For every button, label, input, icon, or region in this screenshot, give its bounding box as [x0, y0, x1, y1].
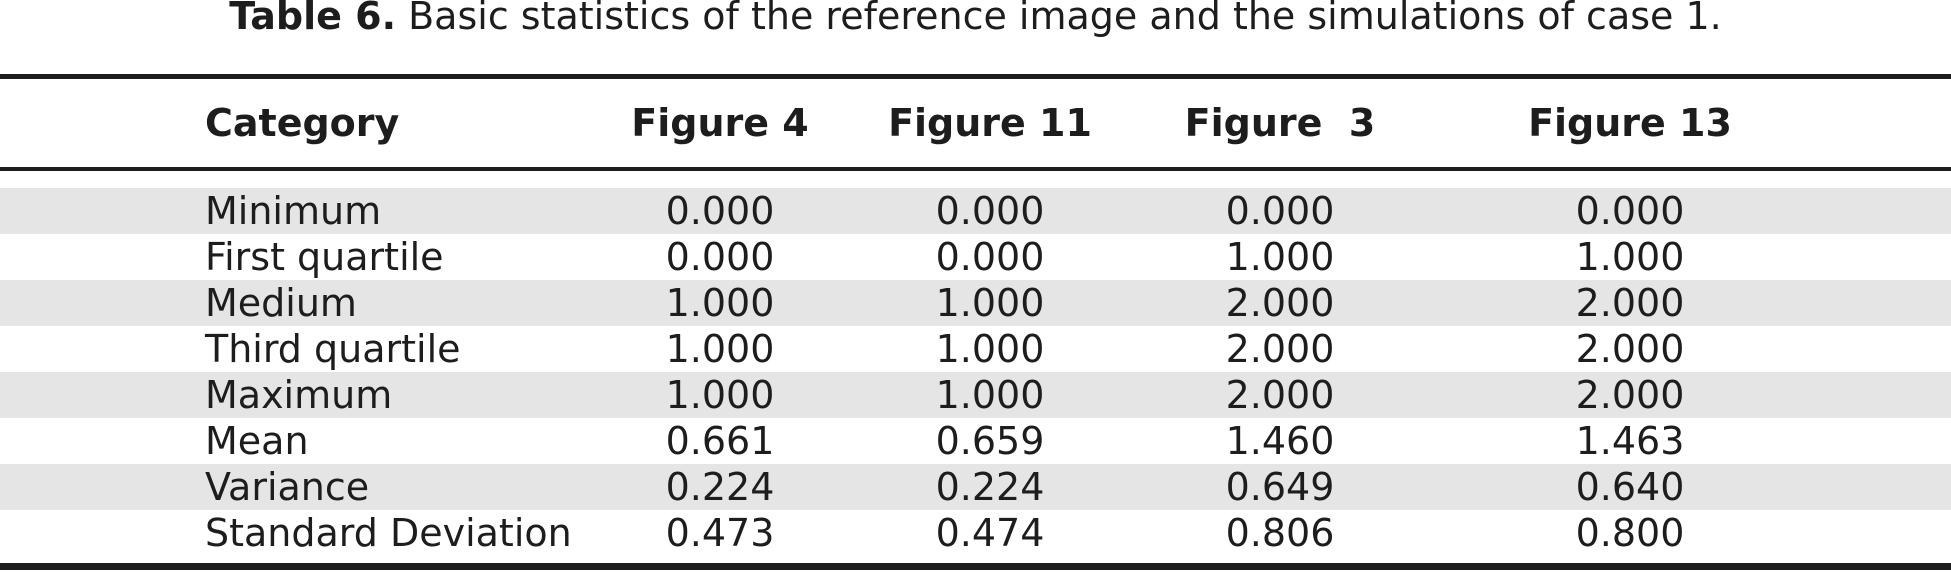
table-caption-number: Table 6.: [229, 0, 397, 38]
table-row-maximum: [0, 372, 1951, 418]
row-label: Third quartile: [205, 327, 461, 371]
cell-value: 1.000: [665, 281, 775, 325]
cell-value: 0.000: [1225, 189, 1335, 233]
row-label: Variance: [205, 465, 370, 509]
cell-value: 0.661: [665, 419, 775, 463]
cell-value: 1.000: [935, 373, 1045, 417]
cell-value: 0.473: [665, 511, 775, 555]
cell-value: 1.463: [1575, 419, 1685, 463]
table-body: [0, 188, 1951, 556]
column-header-figure-4: Figure 4: [631, 101, 809, 145]
table-row-mean: [0, 418, 1951, 464]
row-label: Mean: [205, 419, 309, 463]
table-caption-text: Basic statistics of the reference image and the simulations of case 1.: [396, 0, 1722, 38]
cell-value: 2.000: [1575, 373, 1685, 417]
column-header-figure-3: Figure 3: [1184, 101, 1376, 145]
cell-value: 2.000: [1225, 373, 1335, 417]
cell-value: 0.649: [1225, 465, 1335, 509]
table-row-third-quartile: [0, 326, 1951, 372]
cell-value: 0.000: [935, 189, 1045, 233]
cell-value: 2.000: [1575, 281, 1685, 325]
cell-value: 0.800: [1575, 511, 1685, 555]
cell-value: 1.460: [1225, 419, 1335, 463]
cell-value: 0.224: [665, 465, 775, 509]
cell-value: 0.224: [935, 465, 1045, 509]
row-label: Minimum: [205, 189, 382, 233]
table-row-standard-deviation: [0, 510, 1951, 556]
row-label: Standard Deviation: [205, 511, 572, 555]
row-label: Maximum: [205, 373, 393, 417]
column-header-figure-11: Figure 11: [888, 101, 1092, 145]
cell-value: 0.640: [1575, 465, 1685, 509]
header-rule: [0, 167, 1951, 171]
cell-value: 1.000: [665, 373, 775, 417]
cell-value: 0.659: [935, 419, 1045, 463]
row-label: First quartile: [205, 235, 444, 279]
cell-value: 2.000: [1225, 327, 1335, 371]
row-label: Medium: [205, 281, 357, 325]
cell-value: 2.000: [1225, 281, 1335, 325]
cell-value: 1.000: [935, 281, 1045, 325]
cell-value: 1.000: [935, 327, 1045, 371]
column-header-category: Category: [205, 101, 400, 145]
cell-value: 0.000: [935, 235, 1045, 279]
table-header-row: [0, 79, 1951, 167]
cell-value: 1.000: [665, 327, 775, 371]
cell-value: 2.000: [1575, 327, 1685, 371]
bottom-rule: [0, 563, 1951, 570]
table-row-medium: [0, 280, 1951, 326]
table-row-minimum: [0, 188, 1951, 234]
cell-value: 0.474: [935, 511, 1045, 555]
column-header-figure-13: Figure 13: [1528, 101, 1732, 145]
cell-value: 1.000: [1225, 235, 1335, 279]
cell-value: 0.000: [1575, 189, 1685, 233]
table-row-variance: [0, 464, 1951, 510]
cell-value: 0.000: [665, 189, 775, 233]
cell-value: 0.000: [665, 235, 775, 279]
cell-value: 0.806: [1225, 511, 1335, 555]
cell-value: 1.000: [1575, 235, 1685, 279]
table-row-first-quartile: [0, 234, 1951, 280]
table-caption: [0, 0, 1951, 38]
